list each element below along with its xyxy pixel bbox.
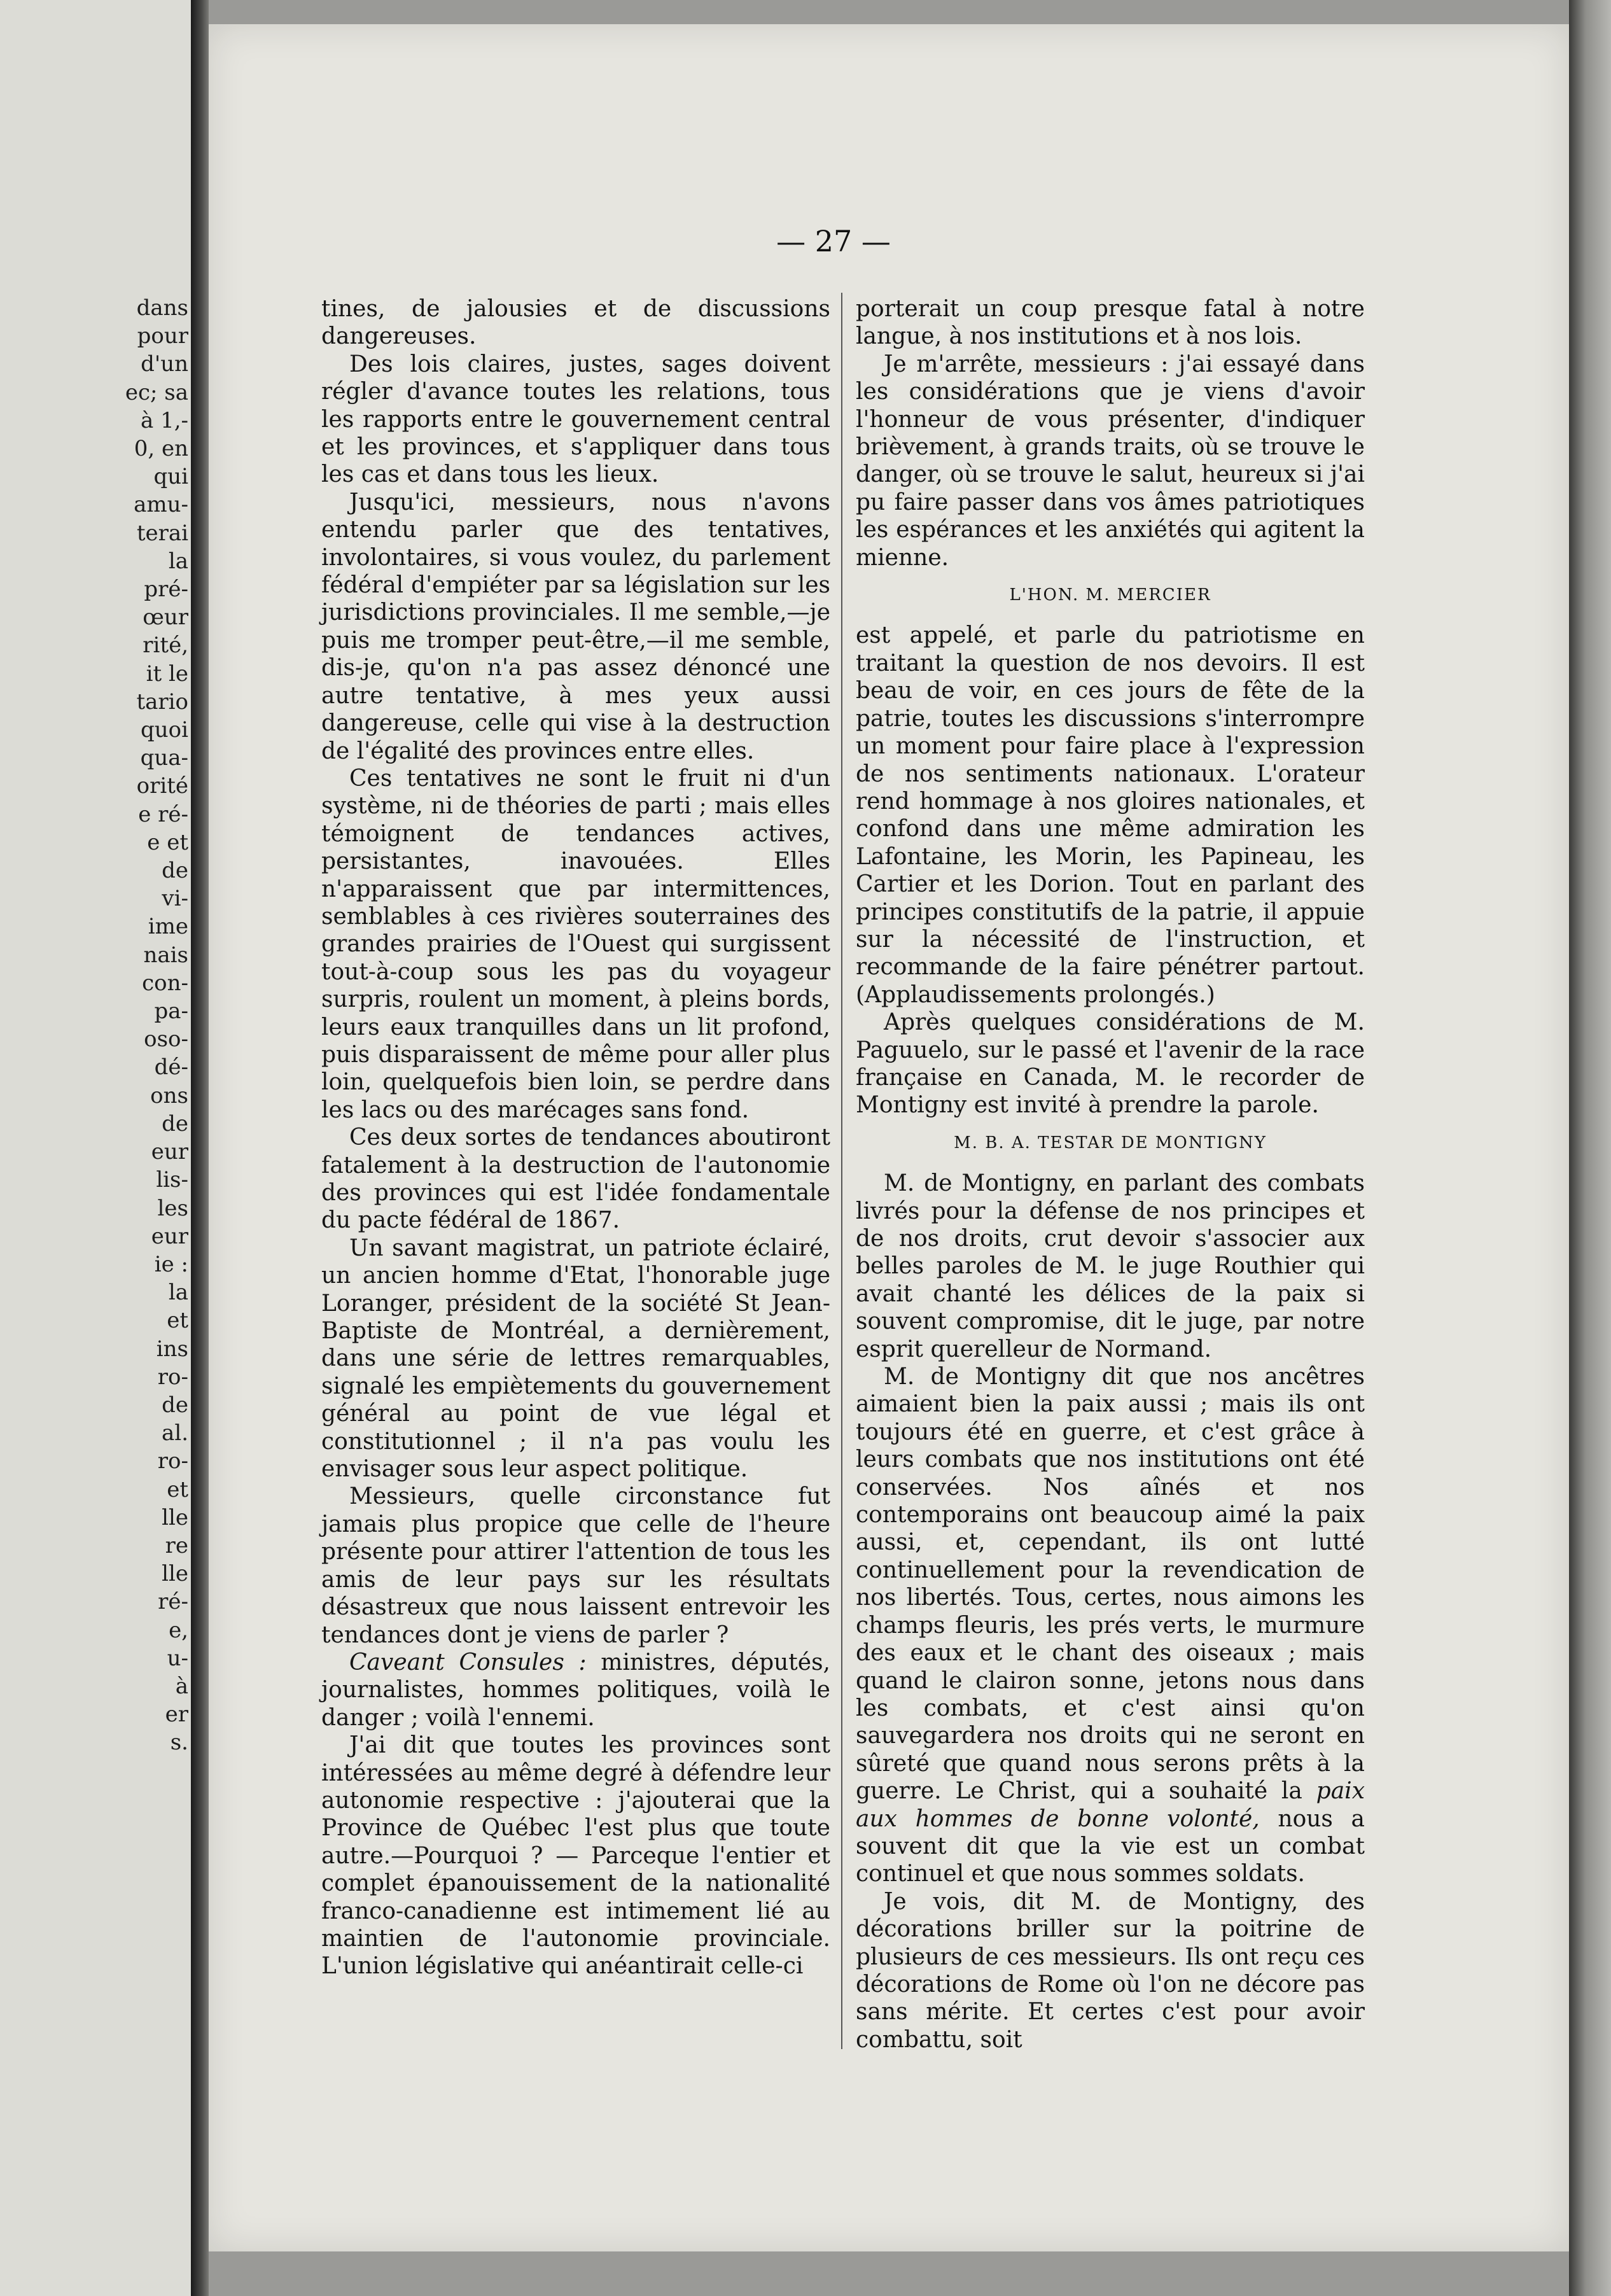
paragraph: Ces tentatives ne sont le fruit ni d'un système, ni de théories de parti ; mais elles témoignent de tendances actives, persistantes, inavouées. Elles n'apparaissent que par intermittences, semblables à ces rivières souterraines des grandes prairies de l'Ouest qui surgissent tout-à-coup sous les pas du voyageur surpris, roulent un moment, à pleins bords, leurs eaux tranquilles dans un lit profond, puis disparaissent de même pour aller plus loin, quelquefois bien loin, se perdre dans les lacs ou des marécages sans fond. bbox=[321, 765, 830, 1123]
page-number: — 27 — bbox=[776, 224, 891, 258]
previous-page-text-fragment: dans pour d'un ec; sa à 1,- 0, en qui amu- terai la pré- œur rité, it le tario quoi qua- orité e ré- e et de vi- ime nais con- pa- oso- dé- ons de eur lis- les eur ie : la et ins ro- de al. ro- et lle re lle ré- e, u- à er s. bbox=[125, 295, 188, 1756]
paragraph: M. de Montigny dit que nos ancêtres aimaient bien la paix aussi ; mais ils ont toujours été en guerre, et c'est grâce à leurs combats que nos institutions ont été conservées. Nos aînés et nos contemporains ont beaucoup aimé la paix aussi, et, cependant, ils ont lutté continuellement pour la revendication de nos libertés. Tous, certes, nous aimons les champs fleuris, les prés verts, le murmure des eaux et le chant des oiseaux ; mais quand le clairon sonne, jetons nous dans les combats, et c'est ainsi qu'on sauvegardera nos droits qui ne seront en sûreté que quand nous serons prêts à la guerre. Le Christ, qui a souhaité la paix aux hommes de bonne volonté, nous a souvent dit que la vie est un combat continuel et que nous sommes soldats. bbox=[856, 1364, 1365, 1887]
paragraph: Je vois, dit M. de Montigny, des décorations briller sur la poitrine de plusieurs de ces messieurs. Ils ont reçu ces décorations de Rome où l'on ne décore pas sans mérite. Et certes c'est pour avoir combattu, soit bbox=[856, 1888, 1365, 2053]
paragraph: J'ai dit que toutes les provinces sont intéressées au même degré à défendre leur autonomie respective : j'ajouterai que la Province de Québec l'est plus que toute autre.—Pourquoi ? — Parceque l'entier et complet épanouissement de la nationalité franco-canadienne est intimement lié au maintien de l'autonomie provinciale. L'union législative qui anéantirait celle-ci bbox=[321, 1732, 830, 1980]
paragraph: Ces deux sortes de tendances aboutiront fatalement à la destruction de l'autonomie des provinces qui est l'idée fondamentale du pacte fédéral de 1867. bbox=[321, 1124, 830, 1234]
paragraph: Après quelques considérations de M. Paguuelo, sur le passé et l'avenir de la race française en Canada, M. le recorder de Montigny est invité à prendre la parole. bbox=[856, 1009, 1365, 1119]
paragraph: Caveant Consules : ministres, députés, journalistes, hommes politiques, voilà le danger ; voilà l'ennemi. bbox=[321, 1649, 830, 1731]
book-gutter bbox=[191, 0, 209, 2296]
paragraph: Des lois claires, justes, sages doivent régler d'avance toutes les relations, tous les rapports entre le gouvernement central et les provinces, et s'appliquer dans tous les cas et dans tous les lieux. bbox=[321, 351, 830, 488]
column-divider bbox=[841, 293, 842, 2049]
paragraph: Messieurs, quelle circonstance fut jamais plus propice que celle de l'heure présente pour attirer l'attention de tous les amis de leur pays sur les résultats désastreux que nous laissent entrevoir les tendances dont je viens de parler ? bbox=[321, 1483, 830, 1648]
italic-phrase: Caveant Consules : bbox=[349, 1649, 587, 1676]
paragraph: M. de Montigny, en parlant des combats livrés pour la défense de nos principes et de nos droits, crut devoir s'associer aux belles paroles de M. le juge Routhier qui avait chanté les délices de la paix si souvent compromise, dit le juge, par notre esprit querelleur de Normand. bbox=[856, 1170, 1365, 1362]
previous-page bbox=[0, 0, 191, 2296]
paragraph: porterait un coup presque fatal à notre langue, à nos institutions et à nos lois. bbox=[856, 296, 1365, 350]
paragraph: est appelé, et parle du patriotisme en traitant la question de nos devoirs. Il est beau de voir, en ces jours de fête de la patrie, toutes les discussions s'interrompre un moment pour faire place à l'expression de nos sentiments nationaux. L'orateur rend hommage à nos gloires nationales, et confond dans une même admiration les Lafontaine, les Morin, les Papineau, les Cartier et les Dorion. Tout en parlant des principes constitutifs de la patrie, il appuie sur la nécessité de l'instruction, et recommande de la faire pénétrer partout. (Applaudissements prolongés.) bbox=[856, 622, 1365, 1008]
paragraph: tines, de jalousies et de discussions dangereuses. bbox=[321, 296, 830, 350]
italic-phrase: paix aux hommes de bonne volonté, bbox=[856, 1778, 1365, 1832]
paragraph: Je m'arrête, messieurs : j'ai essayé dans les considérations que je viens d'avoir l'honneur de vous présenter, d'indiquer brièvement, à grands traits, où se trouve le danger, où se trouve le salut, heureux si j'ai pu faire passer dans vos âmes patriotiques les espérances et les anxiétés qui agitent la mienne. bbox=[856, 351, 1365, 571]
paragraph: Jusqu'ici, messieurs, nous n'avons entendu parler que des tentatives, involontaires, si vous voulez, du parlement fédéral d'empiéter par sa législation sur les jurisdictions provinciales. Il me semble,—je puis me tromper peut-être,—il me semble, dis-je, qu'on n'a pas assez dénoncé une autre tentative, à mes yeux aussi dangereuse, celle qui vise à la destruction de l'égalité des provinces entre elles. bbox=[321, 489, 830, 764]
page-edge bbox=[1569, 0, 1611, 2296]
section-heading: M. B. A. TESTAR DE MONTIGNY bbox=[954, 1133, 1267, 1152]
right-column bbox=[856, 295, 1365, 2054]
left-column bbox=[321, 295, 830, 1980]
paragraph: Un savant magistrat, un patriote éclairé, un ancien homme d'Etat, l'honorable juge Loranger, président de la société St Jean-Baptiste de Montréal, a dernièrement, dans une série de lettres remarquables, signalé les empiètements du gouvernement général au point de vue légal et constitutionnel ; il n'a pas voulu les envisager sous leur aspect politique. bbox=[321, 1235, 830, 1483]
section-heading: L'HON. M. MERCIER bbox=[1009, 585, 1211, 605]
